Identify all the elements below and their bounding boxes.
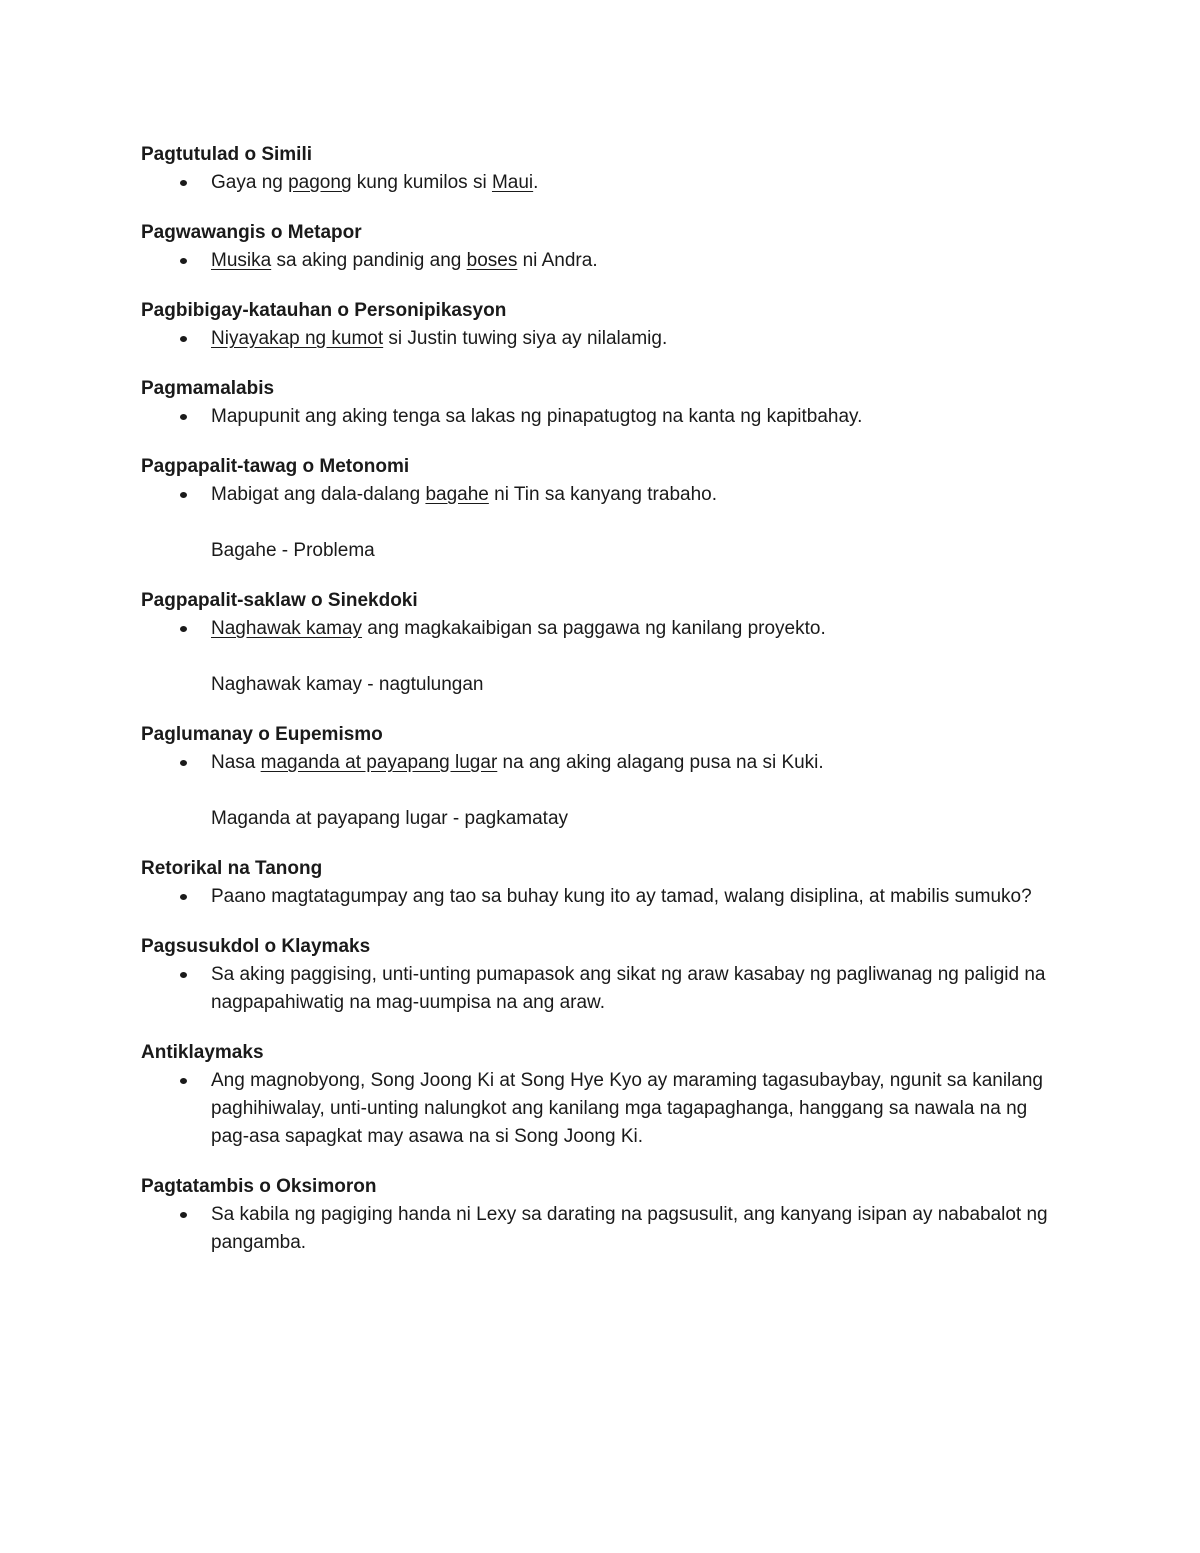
meaning-note: Naghawak kamay - nagtulungan — [211, 674, 484, 695]
example-bullet — [141, 961, 1061, 1017]
example-sentence — [211, 484, 717, 505]
bullet-dot-icon — [180, 972, 187, 978]
bullet-dot-icon — [180, 760, 187, 766]
example-bullet — [141, 1201, 1061, 1257]
example-sentence — [211, 886, 1032, 907]
sentence-fragment: Paano magtatagumpay ang tao sa buhay kung ito ay tamad, walang disiplina, at mabilis sumuko? — [211, 886, 1032, 907]
section-heading: Pagtutulad o Simili — [141, 144, 313, 165]
bullet-dot-icon — [180, 894, 187, 900]
bullet-dot-icon — [180, 1212, 187, 1218]
section-heading: Antiklaymaks — [141, 1042, 264, 1063]
sentence-fragment: na ang aking alagang pusa na si Kuki. — [497, 752, 824, 773]
figure-of-speech-section — [141, 1039, 1061, 1151]
underlined-phrase: bagahe — [425, 484, 489, 505]
sentence-fragment: Sa aking paggising, unti-unting pumapasok ang sikat ng araw kasabay ng pagliwanag ng paligid na nagpapahiwatig na mag-uumpisa na ang araw. — [211, 964, 1046, 1013]
bullet-dot-icon — [180, 1078, 187, 1084]
section-heading: Retorikal na Tanong — [141, 858, 323, 879]
figure-of-speech-section — [141, 219, 1061, 275]
underlined-phrase: Naghawak kamay — [211, 618, 363, 639]
underlined-phrase: Maui — [491, 172, 534, 193]
sentence-fragment: ni Tin sa kanyang trabaho. — [488, 484, 717, 505]
example-bullet — [141, 403, 1061, 431]
underlined-phrase: pagong — [288, 172, 352, 193]
example-sentence — [211, 406, 862, 427]
figure-of-speech-section — [141, 721, 1061, 833]
sentence-fragment: Sa kabila ng pagiging handa ni Lexy sa darating na pagsusulit, ang kanyang isipan ay nababalot ng pangamba. — [211, 1204, 1048, 1253]
sentence-fragment: sa aking pandinig ang — [271, 250, 467, 271]
example-sentence — [211, 328, 667, 349]
sentence-fragment: Gaya ng — [211, 172, 289, 193]
meaning-note: Bagahe - Problema — [211, 540, 375, 561]
sentence-fragment: ang magkakaibigan sa paggawa ng kanilang proyekto. — [362, 618, 826, 639]
underlined-phrase: Musika — [211, 250, 272, 271]
sentence-fragment: si Justin tuwing siya ay nilalamig. — [383, 328, 668, 349]
section-heading: Pagpapalit-saklaw o Sinekdoki — [141, 590, 418, 611]
figure-of-speech-section — [141, 1173, 1061, 1257]
section-heading: Pagpapalit-tawag o Metonomi — [141, 456, 410, 477]
example-bullet — [141, 169, 1061, 197]
figure-of-speech-section — [141, 587, 1061, 699]
bullet-dot-icon — [180, 414, 187, 420]
section-heading: Paglumanay o Eupemismo — [141, 724, 383, 745]
example-bullet — [141, 325, 1061, 353]
example-sentence — [211, 250, 598, 271]
underlined-phrase: boses — [466, 250, 518, 271]
bullet-dot-icon — [180, 626, 187, 632]
example-bullet — [141, 749, 1061, 777]
example-bullet — [141, 481, 1061, 509]
section-heading: Pagbibigay-katauhan o Personipikasyon — [141, 300, 507, 321]
bullet-dot-icon — [180, 258, 187, 264]
figure-of-speech-section — [141, 933, 1061, 1017]
example-sentence — [211, 172, 538, 193]
figure-of-speech-section — [141, 297, 1061, 353]
example-bullet — [141, 1067, 1061, 1151]
figure-of-speech-section — [141, 855, 1061, 911]
section-heading: Pagmamalabis — [141, 378, 275, 399]
example-bullet — [141, 247, 1061, 275]
example-sentence — [211, 964, 1045, 1013]
example-sentence — [211, 752, 824, 773]
sentence-fragment: kung kumilos si — [351, 172, 492, 193]
figure-of-speech-section — [141, 375, 1061, 431]
bullet-dot-icon — [180, 336, 187, 342]
figure-of-speech-section — [141, 453, 1061, 565]
meaning-note: Maganda at payapang lugar - pagkamatay — [211, 808, 569, 829]
example-sentence — [211, 1204, 1048, 1253]
document-page — [141, 141, 1061, 1279]
sentence-fragment: Mapupunit ang aking tenga sa lakas ng pinapatugtog na kanta ng kapitbahay. — [211, 406, 863, 427]
section-heading: Pagwawangis o Metapor — [141, 222, 362, 243]
figure-of-speech-section — [141, 141, 1061, 197]
example-bullet — [141, 883, 1061, 911]
sections-list — [141, 141, 1061, 1257]
sentence-fragment: Mabigat ang dala-dalang — [211, 484, 426, 505]
example-sentence — [211, 1070, 1043, 1147]
bullet-dot-icon — [180, 492, 187, 498]
section-heading: Pagsusukdol o Klaymaks — [141, 936, 371, 957]
example-sentence — [211, 618, 826, 639]
sentence-fragment: Nasa — [211, 752, 261, 773]
bullet-dot-icon — [180, 180, 187, 186]
underlined-phrase: maganda at payapang lugar — [260, 752, 498, 773]
sentence-fragment: . — [533, 172, 539, 193]
sentence-fragment: ni Andra. — [517, 250, 598, 271]
example-bullet — [141, 615, 1061, 643]
section-heading: Pagtatambis o Oksimoron — [141, 1176, 377, 1197]
sentence-fragment: Ang magnobyong, Song Joong Ki at Song Hye Kyo ay maraming tagasubaybay, ngunit sa kanilang paghihiwalay, unti-unting nalungkot ang kanilang mga tagapaghanga, hanggang sa nawala na ng pag-asa sapagkat may asawa na si Song Joong Ki. — [211, 1070, 1043, 1147]
underlined-phrase: Niyayakap ng kumot — [211, 328, 384, 349]
